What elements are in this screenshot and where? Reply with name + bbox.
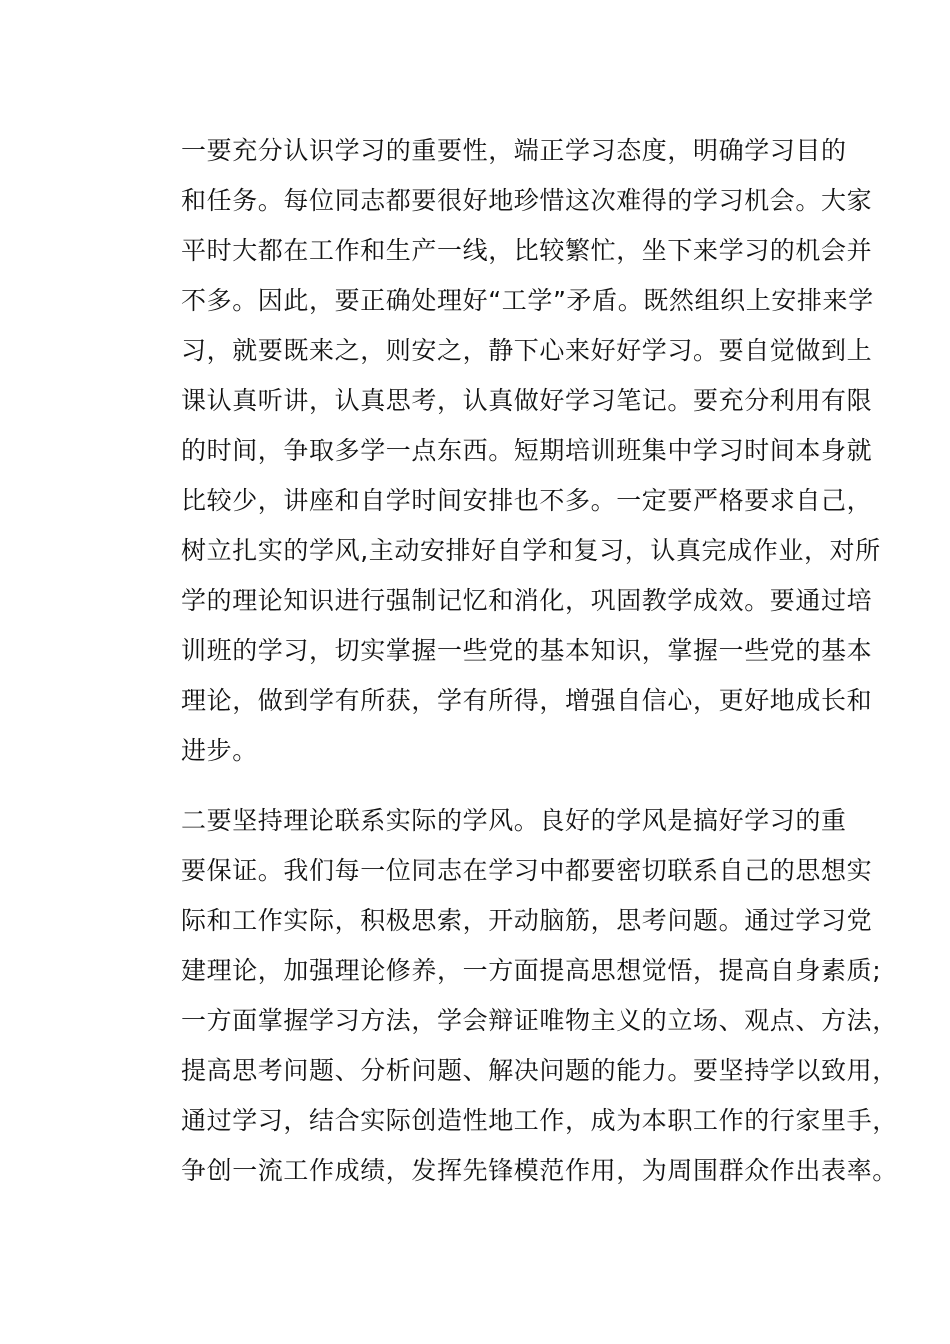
text-line: 不多。因此，要正确处理好“工学”矛盾。既然组织上安排来学 (181, 286, 874, 315)
text-line: 进步。 (181, 736, 258, 765)
text-line: 提高思考问题、分析问题、解决问题的能力。要坚持学以致用， (181, 1056, 898, 1085)
text-line: 际和工作实际，积极思索，开动脑筋，思考问题。通过学习党 (181, 906, 873, 935)
text-line: 比较少，讲座和自学时间安排也不多。一定要严格要求自己， (181, 486, 873, 515)
text-line: 二要坚持理论联系实际的学风。良好的学风是搞好学习的重 (181, 806, 847, 835)
text-line: 和任务。每位同志都要很好地珍惜这次难得的学习机会。大家 (181, 186, 873, 215)
text-line: 一要充分认识学习的重要性，端正学习态度，明确学习目的 (181, 136, 847, 165)
text-line: 要保证。我们每一位同志在学习中都要密切联系自己的思想实 (181, 856, 873, 885)
paragraph-1 (144, 126, 881, 776)
text-line: 的时间，争取多学一点东西。短期培训班集中学习时间本身就 (181, 436, 873, 465)
text-line: 建理论，加强理论修养，一方面提高思想觉悟，提高自身素质; (181, 956, 882, 985)
text-line: 课认真听讲，认真思考，认真做好学习笔记。要充分利用有限 (181, 386, 873, 415)
text-line: 一方面掌握学习方法，学会辩证唯物主义的立场、观点、方法， (181, 1006, 898, 1035)
text-line: 平时大都在工作和生产一线，比较繁忙，坐下来学习的机会并 (181, 236, 873, 265)
text-line: 争创一流工作成绩，发挥先锋模范作用，为周围群众作出表率。 (181, 1156, 898, 1185)
text-line: 训班的学习，切实掌握一些党的基本知识，掌握一些党的基本 (181, 636, 873, 665)
paragraph-2 (144, 796, 898, 1196)
text-line: 通过学习，结合实际创造性地工作，成为本职工作的行家里手， (181, 1106, 898, 1135)
text-line: 习，就要既来之，则安之，静下心来好好学习。要自觉做到上 (181, 336, 873, 365)
text-line: 学的理论知识进行强制记忆和消化，巩固教学成效。要通过培 (181, 586, 873, 615)
text-line: 树立扎实的学风,主动安排好自学和复习，认真完成作业，对所 (181, 536, 881, 565)
text-line: 理论，做到学有所获，学有所得，增强自信心，更好地成长和 (181, 686, 873, 715)
document-body (144, 126, 898, 1196)
